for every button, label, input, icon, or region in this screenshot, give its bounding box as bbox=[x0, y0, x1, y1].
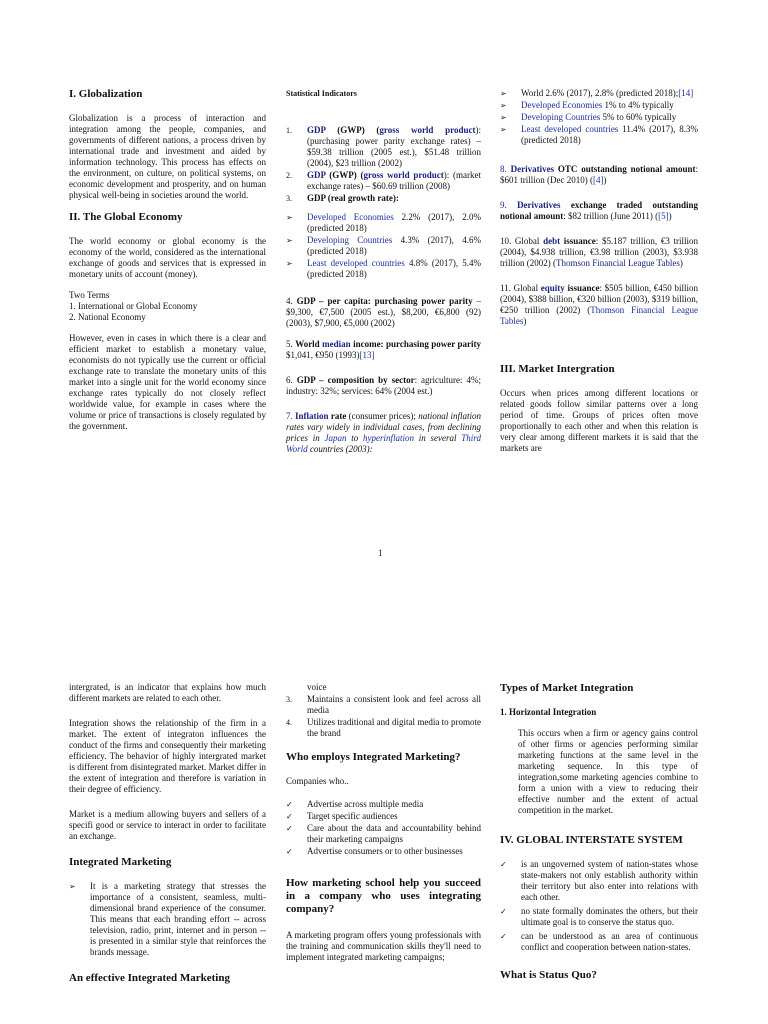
number-2: 2. bbox=[286, 171, 292, 180]
link-least-developed-countries[interactable]: Least developed countries bbox=[307, 258, 405, 268]
item-7-italic-3: in several bbox=[414, 433, 462, 443]
link-ref-14[interactable]: [14] bbox=[678, 88, 694, 98]
heading-market-integration: III. Market Intergration bbox=[500, 363, 615, 375]
arrow-icon: ➢ bbox=[500, 113, 507, 122]
link-developed-economies-2[interactable]: Developed Economies bbox=[521, 100, 603, 110]
checklist-item-2-text: Target specific audiences bbox=[307, 811, 398, 821]
term-2: 2. National Economy bbox=[69, 312, 146, 322]
link-gdp-2[interactable]: GDP bbox=[307, 170, 326, 180]
heading-statistical-indicators: Statistical Indicators bbox=[286, 89, 357, 98]
link-japan[interactable]: Japan bbox=[324, 433, 347, 443]
item-11-number: 11. Global bbox=[500, 283, 541, 293]
item-6-text: : agriculture: 4%; industry: 32%; services: 64% (2004 est.) bbox=[286, 375, 481, 396]
checklist-item-3-text: Care about the data and accountability behind their marketing campaigns bbox=[307, 823, 481, 844]
checklist-item-1 bbox=[286, 799, 481, 810]
item-10-number: 10. Global bbox=[500, 236, 544, 246]
integrated-strategy-text: It is a marketing strategy that stresses the importance of a consistent, seamless, multi-dimensional brand experience of the consumer. This means that each branding effort -- across television, radio, print, internet and in person -- is presented in a similar style that reinforces the brands message. bbox=[90, 881, 266, 957]
growth-developed bbox=[286, 212, 481, 234]
feature-voice bbox=[286, 682, 481, 693]
heading-effective-integrated-cut: An effective Integrated Marketing bbox=[69, 972, 230, 984]
arrow-icon: ➢ bbox=[286, 236, 293, 245]
page2-column-1 bbox=[69, 682, 266, 997]
gdp-item-2-text: ): (market exchange rates) – $60.69 trillion (2008) bbox=[307, 170, 481, 191]
inflation-developing-text: 5% to 60% typically bbox=[600, 112, 677, 122]
link-median[interactable]: median bbox=[322, 339, 351, 349]
item-6-number: 6. bbox=[286, 375, 297, 385]
gdp-real-growth-label: GDP (real growth rate): bbox=[307, 193, 399, 203]
companies-checklist bbox=[286, 799, 481, 857]
arrow-icon: ➢ bbox=[286, 213, 293, 222]
item-5-text: $1,041, €950 (1993) bbox=[286, 350, 360, 360]
check-icon: ✓ bbox=[286, 800, 293, 809]
item-5-label: income: purchasing power parity bbox=[350, 339, 482, 349]
feature-4-text: Utilizes traditional and digital media to promote the brand bbox=[307, 717, 481, 738]
check-icon: ✓ bbox=[500, 860, 507, 869]
arrow-icon: ➢ bbox=[286, 259, 293, 268]
page-2 bbox=[0, 660, 768, 1024]
heading-who-employs: Who employs Integrated Marketing? bbox=[286, 751, 461, 763]
item-9-text: : $82 trillion (June 2011) ( bbox=[563, 211, 659, 221]
number-3: 3. bbox=[286, 194, 292, 203]
link-debt[interactable]: debt bbox=[543, 236, 561, 246]
arrow-icon: ➢ bbox=[500, 89, 507, 98]
item-6-label: GDP – composition by sector bbox=[296, 375, 415, 385]
item-7-inflation bbox=[286, 411, 481, 455]
checklist-item-4 bbox=[286, 846, 481, 857]
link-hyperinflation[interactable]: hyperinflation bbox=[363, 433, 415, 443]
item-7-italic-4: countries (2003): bbox=[307, 444, 373, 454]
link-derivatives[interactable]: Derivatives bbox=[510, 164, 555, 174]
inflation-least-developed bbox=[500, 124, 698, 146]
integrated-marketing-list bbox=[69, 881, 266, 958]
link-thomson-1[interactable]: Thomson Financial League Tables bbox=[556, 258, 680, 268]
link-thomson-2[interactable]: Thomson Financial League Tables bbox=[500, 305, 698, 326]
item-4-number: 4. bbox=[286, 296, 297, 306]
page-gap bbox=[0, 585, 768, 660]
item-8-label: OTC outstanding notional amount bbox=[554, 164, 696, 174]
heading-globalization: I. Globalization bbox=[69, 88, 143, 100]
arrow-icon: ➢ bbox=[69, 882, 76, 891]
item-10-close: ) bbox=[679, 258, 683, 268]
item-8-text: : $601 trillion (Dec 2010) ( bbox=[500, 164, 698, 185]
growth-least-developed bbox=[286, 258, 481, 280]
checklist-item-3 bbox=[286, 823, 481, 845]
term-1: 1. International or Global Economy bbox=[69, 301, 198, 311]
page1-column-3 bbox=[500, 88, 698, 464]
heading-global-interstate: IV. GLOBAL INTERSTATE SYSTEM bbox=[500, 834, 683, 846]
interstate-item-3-text: can be understood as an area of continuous conflict and cooperation between nation-states. bbox=[521, 931, 698, 952]
checklist-item-2 bbox=[286, 811, 481, 822]
interstate-item-3 bbox=[500, 931, 698, 953]
paragraph-integration-shows: Integration shows the relationship of the firm in a market. The extent of integraton influences the conduct of the firms and consequently their marketing efficiency. The behavior of highly intergrated market is different from disintegrated market. Market differ in the extent of integration and therefore is variation in their degree of efficiency. bbox=[69, 718, 266, 794]
item-6-composition bbox=[286, 375, 481, 397]
feature-voice-text: voice bbox=[307, 682, 327, 692]
inflation-list bbox=[500, 88, 698, 146]
link-ref-13[interactable]: [13] bbox=[359, 350, 375, 360]
check-icon: ✓ bbox=[500, 907, 507, 916]
item-5-world: World bbox=[295, 339, 323, 349]
link-gross-world-product[interactable]: gross world product bbox=[379, 125, 476, 135]
page1-column-2 bbox=[286, 88, 481, 465]
paragraph-market-medium: Market is a medium allowing buyers and sellers of a specifi good or service to interact in order to facilitate an exchange. bbox=[69, 809, 266, 841]
heading-status-quo: What is Status Quo? bbox=[500, 969, 597, 981]
item-7-consumer: (consumer prices); bbox=[346, 411, 419, 421]
inflation-developed-text: 1% to 4% typically bbox=[602, 100, 674, 110]
item-4-per-capita bbox=[286, 296, 481, 329]
paragraph-world-economy: The world economy or global economy is the economy of the world, considered as the international exchange of goods and services that is expressed in monetary units of account (money). bbox=[69, 236, 266, 279]
arrow-icon: ➢ bbox=[500, 101, 507, 110]
integrated-strategy-item bbox=[69, 881, 266, 958]
link-inflation[interactable]: Inflation bbox=[295, 411, 329, 421]
page1-column-1 bbox=[69, 88, 266, 442]
item-5-median-income bbox=[286, 339, 481, 361]
gdp-gwp-label-2: (GWP) ( bbox=[325, 170, 364, 180]
inflation-world bbox=[500, 88, 698, 99]
arrow-icon: ➢ bbox=[500, 125, 507, 134]
check-icon: ✓ bbox=[500, 932, 507, 941]
link-derivatives-2[interactable]: Derivatives bbox=[517, 200, 561, 210]
heading-global-economy: II. The Global Economy bbox=[69, 211, 183, 223]
item-8-close: ) bbox=[603, 175, 607, 185]
item-9-derivatives-exchange bbox=[500, 200, 698, 222]
two-terms-block bbox=[69, 290, 266, 323]
gdp-item-1 bbox=[286, 125, 481, 169]
interstate-item-2 bbox=[500, 906, 698, 928]
link-least-developed-2[interactable]: Least developed countries bbox=[521, 124, 619, 134]
checklist-item-4-text: Advertise consumers or to other businesses bbox=[307, 846, 463, 856]
growth-developing-text: 4.3% (2017), 4.6% (predicted 2018) bbox=[307, 235, 481, 256]
growth-developing bbox=[286, 235, 481, 257]
feature-3-text: Maintains a consistent look and feel across all media bbox=[307, 694, 481, 715]
item-5-number: 5. bbox=[286, 339, 296, 349]
gdp-gwp-label: (GWP) ( bbox=[325, 125, 380, 135]
item-11-close: ) bbox=[523, 316, 527, 326]
heading-types-market-integration: Types of Market Integration bbox=[500, 682, 634, 694]
item-9-close: ) bbox=[668, 211, 672, 221]
interstate-item-1-text: is an ungoverned system of nation-states whose state-makers not only establish authority within their territory but also enter into relations with each other. bbox=[521, 859, 698, 902]
number-4: 4. bbox=[286, 718, 292, 727]
item-9-label: exchange traded outstanding notional amount bbox=[500, 200, 698, 221]
link-third-world[interactable]: Third World bbox=[286, 433, 481, 454]
paragraph-horizontal-integration: This occurs when a firm or agency gains control of other firms or agencies performing similar marketing functions at the same level in the marketing sequence. In this type of integration,some marketing agencies combine to form a union with a view to reducing their effective number and the extent of actual competition in the market. bbox=[518, 728, 698, 815]
growth-rate-list bbox=[286, 212, 481, 280]
item-7-italic-2: to bbox=[346, 433, 364, 443]
link-gross-world-product-2[interactable]: gross world product bbox=[363, 170, 444, 180]
item-7-rate: rate bbox=[328, 411, 347, 421]
paragraph-however: However, even in cases in which there is a clear and efficient market to establish a monetary value, economists do not typically use the current or official exchange rate to translate the monetary units of this market into a single unit for the world economy since exchange rates typically do not closely reflect worldwide value, for example in cases where the volume or price of transactions is closely regulated by the government. bbox=[69, 333, 266, 431]
inflation-developing bbox=[500, 112, 698, 123]
growth-developed-text: 2.2% (2017), 2.0% (predicted 2018) bbox=[307, 212, 481, 233]
interstate-item-2-text: no state formally dominates the others, but their ultimate goal is to conserve the status quo. bbox=[521, 906, 698, 927]
item-11-label: issuance bbox=[564, 283, 600, 293]
companies-who-label: Companies who.. bbox=[286, 776, 349, 786]
link-ref-5[interactable]: [5] bbox=[658, 211, 669, 221]
item-10-label: issuance bbox=[560, 236, 596, 246]
link-ref-4[interactable]: [4] bbox=[592, 175, 604, 185]
heading-integrated-marketing: Integrated Marketing bbox=[69, 856, 172, 868]
number-1: 1. bbox=[286, 126, 292, 135]
item-11-equity bbox=[500, 283, 698, 327]
paragraph-globalization: Globalization is a process of interaction and integration among the people, companies, and governments of different nations, a process driven by international trade and investment and aided by information technology. This process has effects on the environment, on culture, on political systems, on economic development and prosperity, and on human physical well-being in societies around the world. bbox=[69, 113, 266, 200]
paragraph-integrated-continued: intergrated, is an indicator that explains how much different markets are related to each other. bbox=[69, 682, 266, 703]
item-8-derivatives-otc bbox=[500, 164, 698, 186]
gdp-item-1-text: ): (purchasing power parity exchange rates) – $59.38 trillion (2005 est.), $51.48 trillion (2004), $23 trillion (2002) bbox=[307, 125, 481, 168]
item-10-debt bbox=[500, 236, 698, 269]
paragraph-marketing-program: A marketing program offers young professionals with the training and communication skills they'll need to implement integrated marketing campaigns; bbox=[286, 930, 481, 962]
inflation-developed bbox=[500, 100, 698, 111]
page2-column-2 bbox=[286, 682, 481, 973]
check-icon: ✓ bbox=[286, 824, 293, 833]
feature-4 bbox=[286, 717, 481, 739]
interstate-checklist bbox=[500, 859, 698, 953]
check-icon: ✓ bbox=[286, 847, 293, 856]
link-equity[interactable]: equity bbox=[540, 283, 565, 293]
gdp-item-3 bbox=[286, 193, 481, 204]
gdp-list bbox=[286, 125, 481, 204]
item-7-number: 7. bbox=[286, 411, 296, 421]
item-11-text: : $505 billion, €450 billion (2004), $388 billion, €320 billion (2003), $319 billion, €250 trillion (2002) ( bbox=[500, 283, 698, 315]
feature-3 bbox=[286, 694, 481, 716]
page-number: 1 bbox=[378, 548, 383, 558]
growth-least-developed-text: 4.8% (2017), 5.4% (predicted 2018) bbox=[307, 258, 481, 279]
integrated-features-list bbox=[286, 682, 481, 739]
gdp-item-2 bbox=[286, 170, 481, 192]
inflation-world-text: World 2.6% (2017), 2.8% (predicted 2018); bbox=[521, 88, 679, 98]
page2-column-3 bbox=[500, 682, 698, 994]
item-10-text: : $5.187 trillion, €3 trillion (2004), $4.938 trillion, €3.98 trillion (2003), $3.938 trillion (2002) ( bbox=[500, 236, 698, 268]
heading-how-marketing-school: How marketing school help you succeed in a company who uses integrating company? bbox=[286, 877, 481, 915]
item-9-number: 9. bbox=[500, 200, 518, 210]
link-developing-countries-2[interactable]: Developing Countries bbox=[521, 112, 601, 122]
link-gdp[interactable]: GDP bbox=[307, 125, 326, 135]
item-4-label: GDP – per capita: purchasing power parity bbox=[296, 296, 473, 306]
item-8-number: 8. bbox=[500, 164, 511, 174]
heading-horizontal-integration: 1. Horizontal Integration bbox=[500, 707, 597, 717]
link-developed-economies[interactable]: Developed Economies bbox=[307, 212, 394, 222]
item-4-text: – $9,300, €7,500 (2005 est.), $8,200, €6,800 (92) (2003), $7,900, €5,000 (2002) bbox=[286, 296, 481, 328]
paragraph-market-integration: Occurs when prices among different locations or related goods follow similar patterns over a long period of time. Groups of prices often move proportionally to each other and when this relation is very clear among different markets it is said that the markets are bbox=[500, 388, 698, 453]
check-icon: ✓ bbox=[286, 812, 293, 821]
inflation-least-developed-text: 11.4% (2017), 8.3% (predicted 2018) bbox=[521, 124, 699, 145]
two-terms-label: Two Terms bbox=[69, 290, 110, 300]
interstate-item-1 bbox=[500, 859, 698, 903]
checklist-item-1-text: Advertise across multiple media bbox=[307, 799, 424, 809]
link-developing-countries[interactable]: Developing Countries bbox=[307, 235, 393, 245]
number-3: 3. bbox=[286, 695, 292, 704]
item-7-italic-1: national inflation rates vary widely in individual cases, from declining prices in bbox=[286, 411, 481, 443]
